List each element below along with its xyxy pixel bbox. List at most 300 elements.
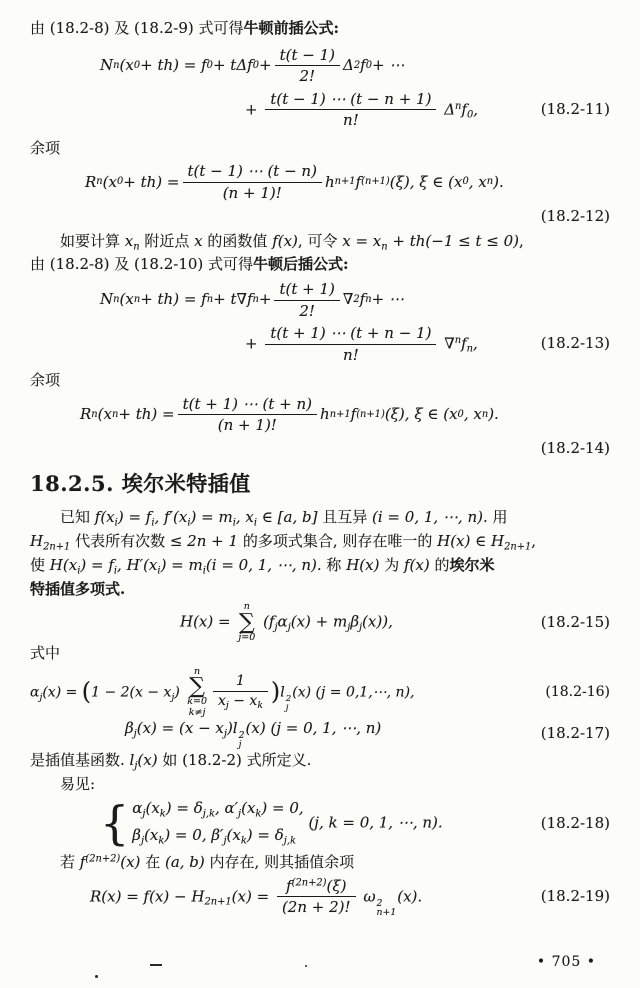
mi-token: t(t + 1) ⋯ (t + n) [182,394,313,413]
mi-token: (x) + m [290,612,348,631]
cb-token: 牛顿后插公式: [253,255,349,274]
mi-token: ). [493,172,504,191]
mi-token: (x)), [362,612,393,631]
ss-token [377,899,397,919]
paragraph-basis-definition [30,750,610,774]
frac-token [178,395,317,436]
mi-token: + th) = [118,404,175,423]
sp-token: n [454,334,462,346]
ch-token: 称 [321,555,347,574]
mi-token: ). [488,404,499,423]
mi-token: H(x) ∈ H [437,532,505,551]
mi-token: (ξ), ξ ∈ (x [389,172,463,191]
frac-token [213,673,268,712]
mi-token: N [100,55,114,74]
frac-token [183,162,322,203]
ssub-token: j [238,739,242,751]
mi-token: ) = 0, [261,799,304,818]
mi-token: H(x) = [180,612,236,631]
mi-token: n! [343,111,359,130]
sb-token: k [255,808,262,820]
paragraph-hermite-line4 [30,579,610,601]
sb-token: j [347,622,351,634]
ch-token: 如要计算 [60,231,125,250]
mi-token: ) = δ [165,799,203,818]
mi-token: f [360,55,366,74]
mi-token: (x [226,826,241,845]
mi-token: + ⋯ [372,55,405,74]
sb-token: k [257,700,263,712]
mi-token: f(x) [404,555,430,574]
paragraph-newton-backward-intro-line1 [30,231,610,255]
mi-token: f(x) [272,231,298,250]
lim-token: n [243,601,250,613]
mi-token: , [473,334,478,353]
mi-token: , [473,99,479,118]
lim-token: j=0 [238,631,256,643]
sum-token [187,667,207,718]
mi-token: h [324,172,335,191]
mi-token: (i = 0, 1, ⋯, n). [205,555,322,574]
mi-token: (x [119,55,134,74]
sb-token: n [111,408,119,420]
mi-token: H(x [49,555,78,574]
mi-token: (x [241,799,256,818]
sb-token: n [206,293,214,305]
ch-token: 使 [30,555,50,574]
sb-token: k [158,835,165,847]
mi-token: 2! [299,67,316,86]
mi-token: R [85,172,97,191]
mi-token: ∇ [439,334,455,353]
cb-token: 埃尔米 [449,555,495,574]
mi-token: ) = f [117,508,152,527]
formula-hermite-polynomial [30,602,610,643]
sb-token: n [252,293,259,305]
scan-artifact-dash [150,964,162,966]
sb-token: j,k [202,808,215,820]
mi-token: + t∇f [213,290,253,309]
ch-token: 且互异 [317,508,373,527]
mi-token: t(t + 1) ⋯ (t + n − 1) [270,323,432,342]
formula-newton-forward-line2-math [245,90,478,131]
mi-token: 1 [236,672,245,689]
mi-token: 2! [299,301,315,320]
mi-token: ) = m [190,508,233,527]
formula-basis-properties-math [100,795,443,850]
mi-token: (n + 1)! [222,184,282,202]
sb-token: j [287,622,291,634]
mi-token: f [461,334,467,353]
ssup-token: 2 [376,897,383,909]
sb-token: n [133,240,140,252]
formula-newton-backward-line2-math [245,324,478,365]
mi-token: (n + 1)! [217,416,277,435]
formula-newton-backward-line1 [30,278,610,322]
sb-token: n [113,59,120,71]
num-token [178,395,317,416]
den-token [265,110,436,130]
ch-token: 在 [140,852,165,871]
crow-token [132,798,303,822]
sum-token [238,602,255,643]
sp-token: (n+1) [361,176,390,188]
mi-token: ) = δ [246,826,284,845]
mi-token: (x [145,799,160,818]
formula-beta-basis-math [125,718,381,750]
formula-hermite-remainder [30,873,610,921]
sp-token: n+1 [329,408,351,420]
mi-token: Δ [439,99,456,118]
sb-token: 0 [457,408,464,420]
formula-remainder-backward [30,392,610,438]
sb-token: 2n+1 [204,896,232,908]
cases-token [100,795,304,850]
mi-token: β [350,612,359,631]
label-remainder-2: 余项 [30,371,61,390]
sb-token: j [274,622,278,634]
mi-token: + [258,290,272,309]
formula-hermite-remainder-math [90,877,422,918]
formula-alpha-basis-math [30,667,414,718]
sb-token: i [202,565,206,577]
ch-token: , [531,532,537,551]
ssub-token: n+1 [376,907,397,919]
frac-token [277,877,356,918]
mi-token: (x) [120,852,141,871]
ch-token: 若 [60,852,80,871]
num-token [265,324,436,345]
mi-token: f [355,172,362,191]
mi-token: t(t − 1) [279,45,335,64]
sp-token: (n+1) [356,408,385,420]
mi-token: , x [463,404,482,423]
mi-token: α [277,612,288,631]
equation-number-18-2-11: (18.2-11) [540,99,610,118]
formula-hermite-polynomial-math [180,602,393,643]
mi-token: , α′ [214,799,239,818]
sb-token: i [114,517,118,529]
mi-token: (x) = (x − x [136,718,224,737]
ch-token: 的多项式集合, 则存在唯一的 [238,532,438,551]
mi-token: (2n + 2)! [281,898,351,917]
ch-token: 的函数值 [202,231,273,250]
formula-newton-forward-line2 [30,88,610,132]
sb-token: 0 [206,59,213,71]
bigp-token: ( [81,677,92,706]
mi-token: f [359,290,366,309]
formula-basis-properties [30,796,610,852]
equation-number-18-2-15: (18.2-15) [540,612,610,631]
den-token [265,345,436,365]
mi-token: ) [174,684,185,701]
mi-token: + tΔf [212,55,253,74]
ss-token [239,731,245,751]
num-token [265,90,436,111]
ch-token: 如 (18.2-2) 式所定义. [157,751,312,770]
paragraph-newton-backward-intro-line2 [30,254,610,276]
page-number: • 705 • [536,953,596,970]
equation-number-18-2-19: (18.2-19) [540,887,610,906]
mi-token: l [280,684,285,701]
mi-token: (x) = [42,684,82,701]
ch-token: , [519,231,524,250]
mi-token: (x) (j = 0, 1, ⋯, n) [245,718,382,737]
crow-token [132,825,303,849]
sb-token: j [223,835,227,847]
den-token [183,183,322,203]
sb-token: 0 [466,109,474,121]
brace-token: { [100,795,130,850]
frac-token [274,280,339,321]
mi-token: t(t − 1) ⋯ (t − n) [187,162,317,181]
sb-token: i [77,565,81,577]
mi-token: + th(−1 ≤ t ≤ 0) [387,231,520,250]
mi-token: x [218,693,226,710]
frac-token [265,90,436,131]
sb-token: n [96,176,103,188]
label-yijian: 易见: [60,774,96,793]
mi-token: α [30,684,40,701]
sb-token: i [187,517,191,529]
mi-token: (x [102,172,117,191]
sb-token: 0 [252,59,259,71]
mi-token: , x [468,172,487,191]
frac-token [265,324,436,365]
ch-token: 为 [379,555,404,574]
mi-token: R [80,404,92,423]
sb-token: j [39,691,43,703]
num-token [277,877,356,898]
paragraph-hermite-line2 [30,531,610,555]
mi-token: , x [235,508,254,527]
mi-token: ω [358,886,376,905]
sp-token: n [455,100,462,112]
mi-token: ) = 0, β′ [164,826,224,845]
paragraph-hermite-line3 [30,555,610,579]
mi-token: H [30,532,44,551]
formula-newton-backward-line2 [30,322,610,366]
sb-token: n [133,293,141,305]
formula-alpha-basis [30,667,610,718]
mi-token: (i = 0, 1, ⋯, n). [372,508,488,527]
sb-token: i [151,517,155,529]
den-token [274,301,339,321]
cb-token: 牛顿前插公式: [243,19,340,37]
mi-token: ∈ [a, b] [257,508,318,527]
sb-token: j [238,808,242,820]
sig-token: ∑ [238,609,255,635]
num-token [213,673,268,693]
mi-token: l [129,751,135,770]
mi-token: (x) = [231,886,274,905]
mi-token: Δ [343,55,354,74]
ssub-token: j [285,702,289,713]
mi-token: (x) [137,751,158,770]
lim-token: k≠j [188,706,206,718]
mi-token: − x [228,693,258,710]
sb-token: j [142,808,146,820]
ch-token: 已知 [60,508,95,527]
lim-token: n [194,665,201,677]
mi-token: (j, k = 0, 1, ⋯, n). [303,813,443,832]
sb-token: j [133,728,137,740]
paragraph-hermite-line1 [30,507,610,531]
frac-token [275,46,340,87]
mi-token: + ⋯ [371,290,404,309]
sb-token: n [486,176,494,188]
ch-token: 内存在, 则其插值余项 [204,852,355,871]
equation-number-18-2-17: (18.2-17) [540,724,610,743]
sp-token: 2 [353,293,360,305]
mi-token: f [286,876,292,895]
mi-token: t(t + 1) [279,279,335,298]
ch-token: 用 [487,508,508,527]
sp-token: 2 [353,59,361,71]
mi-token: N [100,290,114,309]
formula-remainder-forward [30,160,610,206]
sp-token: (2n+2) [85,853,121,865]
sb-token: n [381,240,388,252]
equation-number-18-2-18: (18.2-18) [540,813,610,832]
sb-token: j [225,700,229,712]
sb-token: i [232,517,236,529]
ch-token: 附近点 [139,231,195,250]
sb-token: j [171,691,175,703]
sp-token: (2n+2) [291,877,327,889]
paragraph-newton-forward-intro [30,18,610,40]
mi-token: t(t − 1) ⋯ (t − n + 1) [270,89,432,108]
sb-token: n [113,293,120,305]
ch-token: , 可令 [297,231,343,250]
scan-artifact-dot [95,975,98,978]
sig-token: ∑ [189,674,205,700]
sb-token: 2n+1 [504,541,532,553]
mi-token: f [79,852,86,871]
sb-token: n [365,293,372,305]
sb-token: k [240,835,247,847]
den-token [213,692,268,712]
sb-token: 2n+1 [43,541,71,553]
formula-beta-basis [30,718,610,750]
num-token [275,46,340,67]
ss-token [286,695,292,713]
sb-token: 0 [133,59,141,71]
mi-token: , f′(x [154,508,188,527]
mi-token: f [461,99,467,118]
bigp-token: ) [270,677,281,706]
equation-number-18-2-12: (18.2-12) [540,206,610,225]
sb-token: j [140,835,145,847]
label-shizhong: 式中 [30,644,61,663]
ch-token: 是插值基函数. [30,751,130,770]
mi-token: 1 − 2(x − x [91,684,172,701]
mi-token: f(x [94,508,115,527]
den-token [277,897,356,917]
ch-token: 由 (18.2-8) 及 (18.2-10) 式可得 [30,255,254,274]
mi-token: ) = m [160,555,203,574]
mi-token: + [259,55,272,74]
label-remainder-1: 余项 [30,138,61,157]
section-heading-hermite: 18.2.5. 埃尔米特插值 [30,470,251,496]
equation-number-18-2-14: (18.2-14) [540,438,610,457]
mi-token: ) = f [80,555,114,574]
sb-token: 0 [462,176,469,188]
sb-token: j,k [283,835,296,847]
mi-token: (ξ) [326,876,347,895]
lim-token: k=0 [187,696,207,708]
mi-token: ∇ [342,290,354,309]
mi-token: ≤ 2n + 1 [169,532,239,551]
mi-token: (x). [397,886,423,905]
mi-token: R(x) = f(x) − H [90,886,205,905]
mi-token: β [125,718,134,737]
mi-token: (x [119,290,134,309]
mi-token: (ξ), ξ ∈ (x [384,404,458,423]
sb-token: n [481,408,489,420]
mi-token: + th) = [123,172,180,191]
mi-token: + [245,334,263,353]
mi-token: α [132,799,143,818]
sb-token: j [358,622,363,634]
paragraph-remainder-condition [30,852,610,874]
ssup-token: 2 [238,729,245,741]
ch-token: 代表所有次数 [70,532,170,551]
sb-token: k [159,808,166,820]
scan-artifact-dot [305,965,307,967]
sb-token: i [157,565,161,577]
mi-token: f [350,404,357,423]
den-token [275,66,340,86]
sb-token: i [113,565,118,577]
mi-token: h [320,404,330,423]
formula-newton-forward-line1 [30,44,610,88]
mi-token: n! [343,345,359,364]
ch-token: 由 (18.2-8) 及 (18.2-9) 式可得 [30,19,244,37]
mi-token: (f [258,612,275,631]
mi-token: (x) (j = 0,1,⋯, n), [292,684,415,701]
ch-token: 的 [429,555,450,574]
mi-token: (x [144,826,159,845]
mi-token: β [132,826,141,845]
mi-token: x [124,231,134,250]
sb-token: n [466,343,473,355]
sb-token: j [223,728,227,740]
mi-token: (a, b) [164,852,205,871]
mi-token: , H′(x [117,555,158,574]
mi-token: H(x) [346,555,380,574]
sb-token: 0 [365,59,372,71]
sb-token: i [253,517,258,529]
mi-token: + [245,99,263,118]
mi-token: x = x [342,231,382,250]
mi-token: (x [97,404,112,423]
den-token [178,415,317,435]
num-token [274,280,339,301]
sb-token: j [134,760,138,772]
cb-token: 特插值多项式. [30,579,126,598]
equation-number-18-2-16: (18.2-16) [545,684,610,701]
crows-token [132,798,303,849]
sb-token: n [91,408,98,420]
sb-token: 0 [116,176,124,188]
ssup-token: 2 [285,693,292,704]
num-token [183,162,322,183]
mi-token: + th) = f [140,290,207,309]
equation-number-18-2-13: (18.2-13) [540,334,610,353]
sp-token: n+1 [334,176,356,188]
mi-token: + th) = f [140,55,207,74]
